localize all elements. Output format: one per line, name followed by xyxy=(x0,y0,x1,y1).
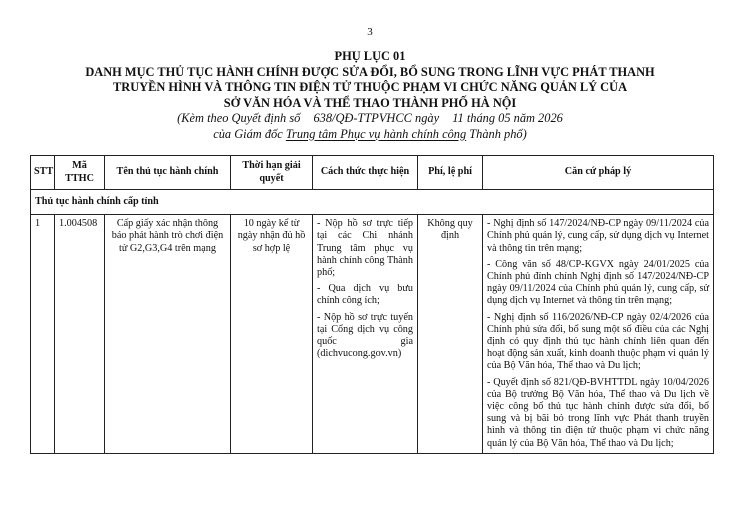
subtitle-prefix: (Kèm theo Quyết định số xyxy=(177,111,301,125)
subtitle-day-label: ngày xyxy=(415,111,440,125)
group-label: Thủ tục hành chính cấp tỉnh xyxy=(31,190,714,215)
subtitle-line-2 xyxy=(20,127,720,143)
subtitle-issuer-center: Trung tâm Phục vụ hành chính công xyxy=(285,126,467,141)
appendix-heading: PHỤ LỤC 01 xyxy=(334,49,406,63)
title-line-1: DANH MỤC THỦ TỤC HÀNH CHÍNH ĐƯỢC SỬA ĐỔI, BỔ SUNG TRONG LĨNH VỰC PHÁT THANH xyxy=(85,64,655,79)
cell-procedure-name: Cấp giấy xác nhận thông báo phát hành trò chơi điện tử G2,G3,G4 trên mạng xyxy=(105,215,231,454)
legal-basis-item: - Quyết định số 821/QĐ-BVHTTDL ngày 10/04/2026 của Bộ trưởng Bộ Văn hóa, Thể thao và Du lịch về việc công bố thủ tục hành chính được sửa đổi, bổ sung và bị bãi bỏ trong lĩnh vực Phát thanh truyền hình và thông tin điện tử thuộc phạm vi chức năng quản lý của Bộ Văn hóa, Thể thao và Du lịch; xyxy=(487,376,709,449)
title-line-2: TRUYỀN HÌNH VÀ THÔNG TIN ĐIỆN TỬ THUỘC PHẠM VI CHỨC NĂNG QUẢN LÝ CỦA xyxy=(112,80,628,94)
col-header-method: Cách thức thực hiện xyxy=(313,156,418,190)
col-header-legal-basis: Căn cứ pháp lý xyxy=(483,156,714,190)
method-item: - Nộp hồ sơ trực tiếp tại các Chi nhánh Trung tâm phục vụ hành chính công Thành phố; xyxy=(317,218,413,279)
col-header-deadline: Thời hạn giải quyết xyxy=(231,156,313,190)
legal-basis-item: - Nghị định số 116/2026/NĐ-CP ngày 02/4/2026 của Chính phủ sửa đổi, bổ sung một số điều của các Nghị định có quy định thủ tục hành chính liên quan đến hoạt động sản xuất, kinh doanh thuộc phạm vi quản lý của Bộ Văn hóa, Thể thao và Du lịch; xyxy=(487,311,709,372)
title-line-3: SỞ VĂN HÓA VÀ THỂ THAO THÀNH PHỐ HÀ NỘI xyxy=(223,95,517,110)
col-header-code: Mã TTHC xyxy=(55,156,105,190)
subtitle-line-1 xyxy=(20,111,720,127)
col-header-name: Tên thủ tục hành chính xyxy=(105,156,231,190)
cell-legal-basis xyxy=(483,215,714,454)
cell-stt: 1 xyxy=(31,215,55,454)
procedure-table xyxy=(30,155,714,454)
cell-fee: Không quy định xyxy=(418,215,483,454)
legal-basis-item: - Công văn số 48/CP-KGVX ngày 24/01/2025 của Chính phủ đính chính Nghị định số 147/2024/NĐ-CP ngày 09/11/2024 của Chính phủ quản lý, cung cấp, sử dụng dịch vụ Internet và thông tin trên mạng; xyxy=(487,258,709,307)
cell-code: 1.004508 xyxy=(55,215,105,454)
group-row xyxy=(31,190,714,215)
decision-day: 11 xyxy=(452,111,464,125)
col-header-stt: STT xyxy=(31,156,55,190)
subtitle-date-rest: tháng 05 năm 2026 xyxy=(466,111,563,125)
subtitle-issuer-prefix: của Giám đốc xyxy=(213,126,286,141)
cell-deadline: 10 ngày kể từ ngày nhận đủ hồ sơ hợp lệ xyxy=(231,215,313,454)
document-header xyxy=(20,49,720,142)
legal-basis-item: - Nghị định số 147/2024/NĐ-CP ngày 09/11/2024 của Chính phủ quản lý, cung cấp, sử dụng dịch vụ Internet và thông tin trên mạng; xyxy=(487,218,709,254)
page-number: 3 xyxy=(367,26,373,38)
col-header-fee: Phí, lệ phí xyxy=(418,156,483,190)
cell-methods xyxy=(313,215,418,454)
method-item: - Qua dịch vụ bưu chính công ích; xyxy=(317,283,413,307)
method-item: - Nộp hồ sơ trực tuyến tại Cổng dịch vụ công quốc gia (dichvucong.gov.vn) xyxy=(317,311,413,360)
subtitle-issuer-suffix: Thành phố) xyxy=(466,126,527,141)
decision-number: 638/QĐ-TTPVHCC xyxy=(313,111,412,125)
table-header-row xyxy=(31,156,714,190)
table-row xyxy=(31,215,714,454)
